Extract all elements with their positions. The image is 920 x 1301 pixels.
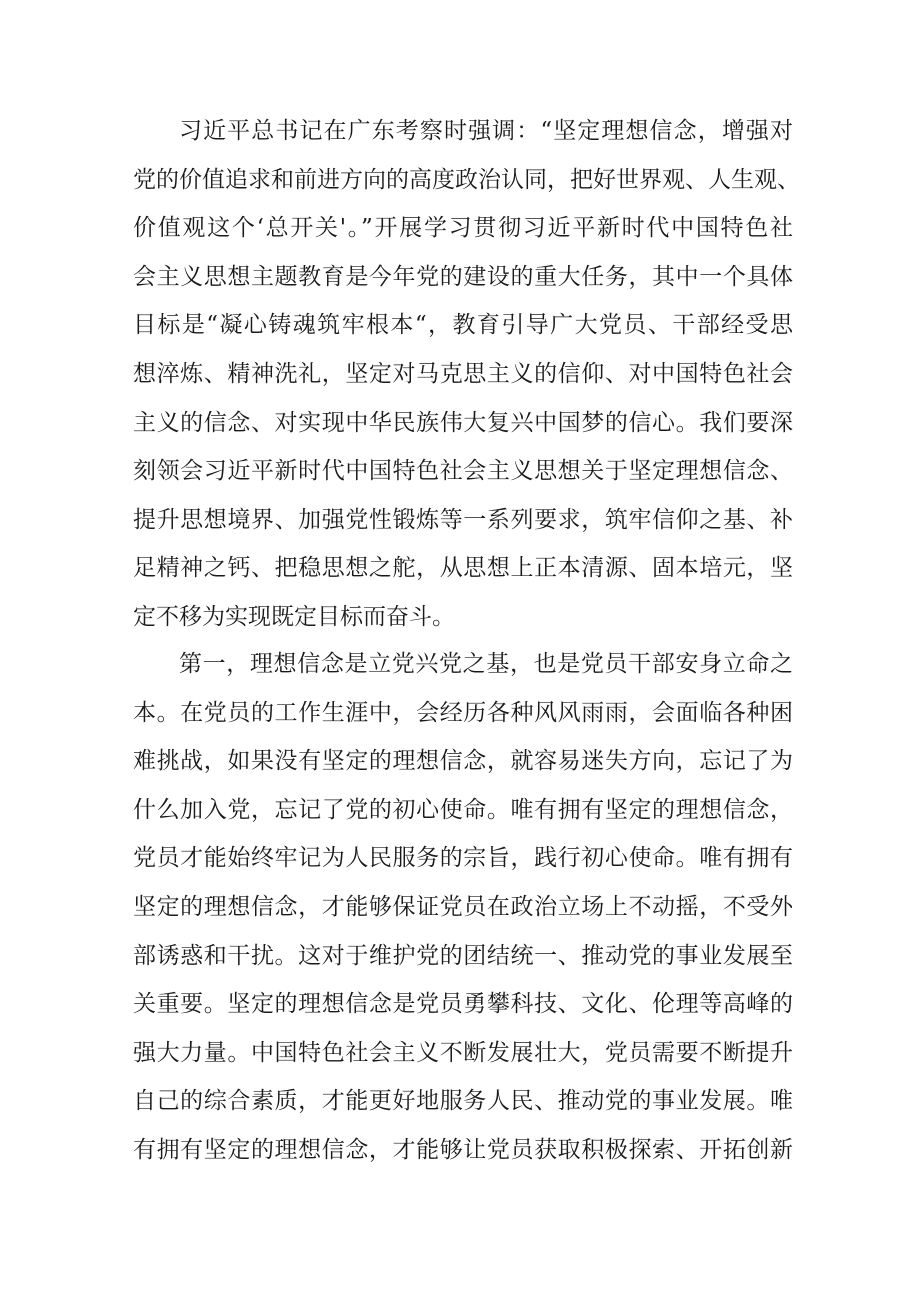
paragraph-1-line: 目标是“凝心铸魂筑牢根本“，教育引导广大党员、干部经受思 — [133, 312, 793, 339]
paragraph-2-line: 难挑战，如果没有坚定的理想信念，就容易迷失方向，忘记了为 — [133, 748, 793, 775]
paragraph-2-line: 什么加入党，忘记了党的初心使命。唯有拥有坚定的理想信念， — [133, 796, 793, 823]
paragraph-2-line: 第一，理想信念是立党兴党之基，也是党员干部安身立命之 — [179, 651, 793, 677]
paragraph-1-line: 会主义思想主题教育是今年党的建设的重大任务，其中一个具体 — [133, 263, 793, 290]
paragraph-1-line: 足精神之钙、把稳思想之舵，从思想上正本清源、固本培元，坚 — [133, 555, 793, 582]
paragraph-2-line: 党员才能始终牢记为人民服务的宗旨，践行初心使命。唯有拥有 — [133, 845, 793, 872]
paragraph-2-line: 自己的综合素质，才能更好地服务人民、推动党的事业发展。唯 — [133, 1088, 793, 1115]
paragraph-2-line: 部诱惑和干扰。这对于维护党的团结统一、推动党的事业发展至 — [133, 942, 793, 969]
paragraph-1-line: 价值观这个‘总开关'。”开展学习贯彻习近平新时代中国特色社 — [133, 215, 793, 242]
paragraph-1-line: 刻领会习近平新时代中国特色社会主义思想关于坚定理想信念、 — [133, 458, 793, 485]
paragraph-1-line: 习近平总书记在广东考察时强调：“坚定理想信念，增强对 — [179, 118, 793, 144]
paragraph-2-line: 有拥有坚定的理想信念，才能够让党员获取积极探索、开拓创新 — [133, 1136, 793, 1163]
paragraph-1-line: 党的价值追求和前进方向的高度政治认同，把好世界观、人生观、 — [133, 166, 800, 193]
paragraph-2-line: 本。在党员的工作生涯中，会经历各种风风雨雨，会面临各种困 — [133, 699, 793, 726]
paragraph-2-line: 强大力量。中国特色社会主义不断发展壮大，党员需要不断提升 — [133, 1039, 793, 1066]
paragraph-2-line: 坚定的理想信念，才能够保证党员在政治立场上不动摇，不受外 — [133, 893, 793, 920]
paragraph-1-line: 想淬炼、精神洗礼，坚定对马克思主义的信仰、对中国特色社会 — [133, 360, 793, 387]
paragraph-1-line: 提升思想境界、加强党性锻炼等一系列要求，筑牢信仰之基、补 — [133, 506, 793, 533]
paragraph-1-line: 定不移为实现既定目标而奋斗。 — [133, 603, 455, 630]
paragraph-2 — [133, 640, 793, 1175]
paragraph-2-line: 关重要。坚定的理想信念是党员勇攀科技、文化、伦理等高峰的 — [133, 991, 793, 1018]
paragraph-1-line: 主义的信念、对实现中华民族伟大复兴中国梦的信心。我们要深 — [133, 409, 793, 436]
paragraph-1 — [133, 107, 800, 642]
